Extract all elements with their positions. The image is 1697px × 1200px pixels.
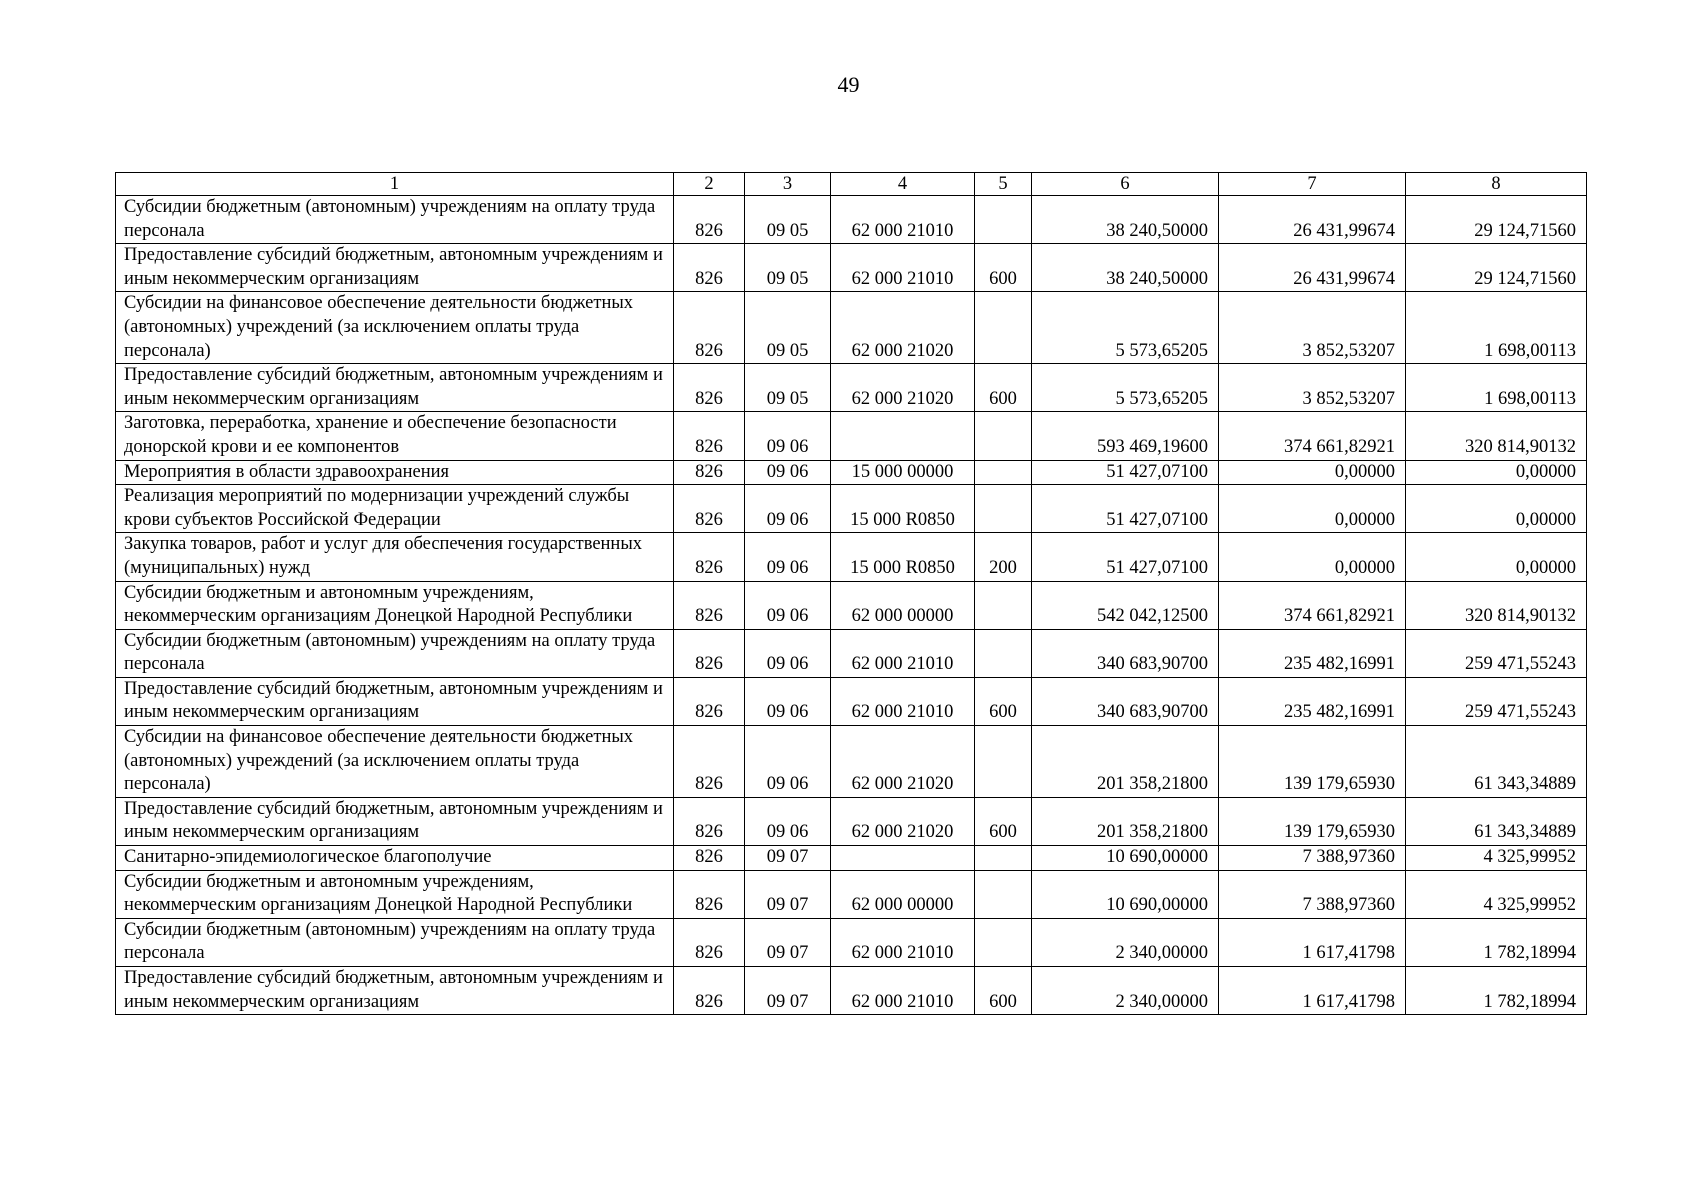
ved-code-cell: 826: [674, 244, 745, 292]
amount-1-cell: 340 683,90700: [1032, 629, 1219, 677]
col-amount-3-header: 8: [1406, 173, 1587, 196]
col-vr-header: 5: [975, 173, 1032, 196]
ved-code-cell: 826: [674, 918, 745, 966]
table-row: [116, 485, 1587, 533]
vr-code-cell: 600: [975, 244, 1032, 292]
amount-2-cell: 1 617,41798: [1219, 918, 1406, 966]
amount-1-cell: 5 573,65205: [1032, 364, 1219, 412]
table-row: [116, 918, 1587, 966]
table-row: [116, 533, 1587, 581]
section-code-cell: 09 07: [745, 918, 831, 966]
item-name-cell: Мероприятия в области здравоохранения: [116, 460, 674, 485]
section-code-cell: 09 06: [745, 677, 831, 725]
table-row: [116, 846, 1587, 871]
amount-1-cell: 340 683,90700: [1032, 677, 1219, 725]
ved-code-cell: 826: [674, 629, 745, 677]
section-code-cell: 09 06: [745, 485, 831, 533]
item-name-cell: Субсидии бюджетным (автономным) учреждениям на оплату труда персонала: [116, 629, 674, 677]
amount-2-cell: 139 179,65930: [1219, 726, 1406, 798]
ved-code-cell: 826: [674, 485, 745, 533]
col-section-header: 3: [745, 173, 831, 196]
target-code-cell: 62 000 21010: [831, 967, 975, 1015]
amount-2-cell: 7 388,97360: [1219, 846, 1406, 871]
target-code-cell: 62 000 00000: [831, 870, 975, 918]
amount-2-cell: 0,00000: [1219, 485, 1406, 533]
vr-code-cell: [975, 629, 1032, 677]
amount-1-cell: 51 427,07100: [1032, 533, 1219, 581]
col-name-header: 1: [116, 173, 674, 196]
ved-code-cell: 826: [674, 412, 745, 460]
amount-1-cell: 10 690,00000: [1032, 846, 1219, 871]
amount-3-cell: 259 471,55243: [1406, 677, 1587, 725]
section-code-cell: 09 05: [745, 292, 831, 364]
vr-code-cell: 600: [975, 967, 1032, 1015]
amount-2-cell: 3 852,53207: [1219, 364, 1406, 412]
col-ved-header: 2: [674, 173, 745, 196]
table-header-row: [116, 173, 1587, 196]
amount-3-cell: 61 343,34889: [1406, 726, 1587, 798]
target-code-cell: 62 000 21020: [831, 292, 975, 364]
vr-code-cell: [975, 485, 1032, 533]
amount-2-cell: 0,00000: [1219, 533, 1406, 581]
amount-3-cell: 320 814,90132: [1406, 581, 1587, 629]
amount-3-cell: 4 325,99952: [1406, 870, 1587, 918]
amount-3-cell: 1 698,00113: [1406, 292, 1587, 364]
vr-code-cell: 600: [975, 364, 1032, 412]
section-code-cell: 09 07: [745, 846, 831, 871]
section-code-cell: 09 05: [745, 244, 831, 292]
ved-code-cell: 826: [674, 677, 745, 725]
amount-2-cell: 26 431,99674: [1219, 196, 1406, 244]
amount-3-cell: 1 782,18994: [1406, 918, 1587, 966]
target-code-cell: 15 000 00000: [831, 460, 975, 485]
item-name-cell: Предоставление субсидий бюджетным, автономным учреждениям и иным некоммерческим организациям: [116, 967, 674, 1015]
amount-1-cell: 201 358,21800: [1032, 726, 1219, 798]
amount-1-cell: 51 427,07100: [1032, 485, 1219, 533]
target-code-cell: 62 000 21020: [831, 364, 975, 412]
target-code-cell: 15 000 R0850: [831, 485, 975, 533]
table-row: [116, 726, 1587, 798]
page-number: 49: [837, 72, 860, 97]
amount-1-cell: 10 690,00000: [1032, 870, 1219, 918]
target-code-cell: 62 000 21010: [831, 244, 975, 292]
section-code-cell: 09 06: [745, 726, 831, 798]
target-code-cell: 62 000 21010: [831, 677, 975, 725]
target-code-cell: 62 000 00000: [831, 581, 975, 629]
item-name-cell: Предоставление субсидий бюджетным, автономным учреждениям и иным некоммерческим организациям: [116, 677, 674, 725]
col-amount-1-header: 6: [1032, 173, 1219, 196]
section-code-cell: 09 06: [745, 797, 831, 845]
item-name-cell: Субсидии на финансовое обеспечение деятельности бюджетных (автономных) учреждений (за исключением оплаты труда персонала): [116, 292, 674, 364]
amount-1-cell: 5 573,65205: [1032, 292, 1219, 364]
table-row: [116, 629, 1587, 677]
amount-2-cell: 0,00000: [1219, 460, 1406, 485]
amount-2-cell: 374 661,82921: [1219, 581, 1406, 629]
vr-code-cell: [975, 918, 1032, 966]
item-name-cell: Субсидии на финансовое обеспечение деятельности бюджетных (автономных) учреждений (за исключением оплаты труда персонала): [116, 726, 674, 798]
vr-code-cell: [975, 460, 1032, 485]
amount-1-cell: 2 340,00000: [1032, 918, 1219, 966]
item-name-cell: Санитарно-эпидемиологическое благополучие: [116, 846, 674, 871]
item-name-cell: Закупка товаров, работ и услуг для обеспечения государственных (муниципальных) нужд: [116, 533, 674, 581]
amount-3-cell: 1 782,18994: [1406, 967, 1587, 1015]
section-code-cell: 09 07: [745, 870, 831, 918]
section-code-cell: 09 05: [745, 364, 831, 412]
amount-3-cell: 259 471,55243: [1406, 629, 1587, 677]
table-row: [116, 292, 1587, 364]
ved-code-cell: 826: [674, 797, 745, 845]
ved-code-cell: 826: [674, 196, 745, 244]
target-code-cell: 62 000 21010: [831, 629, 975, 677]
ved-code-cell: 826: [674, 870, 745, 918]
table-row: [116, 460, 1587, 485]
table-row: [116, 581, 1587, 629]
section-code-cell: 09 06: [745, 629, 831, 677]
table-row: [116, 412, 1587, 460]
item-name-cell: Субсидии бюджетным и автономным учреждениям, некоммерческим организациям Донецкой Народной Республики: [116, 581, 674, 629]
item-name-cell: Предоставление субсидий бюджетным, автономным учреждениям и иным некоммерческим организациям: [116, 797, 674, 845]
table-row: [116, 967, 1587, 1015]
vr-code-cell: [975, 726, 1032, 798]
ved-code-cell: 826: [674, 533, 745, 581]
amount-1-cell: 593 469,19600: [1032, 412, 1219, 460]
vr-code-cell: [975, 870, 1032, 918]
ved-code-cell: 826: [674, 581, 745, 629]
item-name-cell: Субсидии бюджетным (автономным) учреждениям на оплату труда персонала: [116, 196, 674, 244]
budget-table: [115, 172, 1587, 1015]
item-name-cell: Заготовка, переработка, хранение и обеспечение безопасности донорской крови и ее компонентов: [116, 412, 674, 460]
section-code-cell: 09 06: [745, 533, 831, 581]
section-code-cell: 09 06: [745, 412, 831, 460]
amount-2-cell: 7 388,97360: [1219, 870, 1406, 918]
col-amount-2-header: 7: [1219, 173, 1406, 196]
table-row: [116, 244, 1587, 292]
amount-2-cell: 3 852,53207: [1219, 292, 1406, 364]
amount-3-cell: 1 698,00113: [1406, 364, 1587, 412]
amount-3-cell: 29 124,71560: [1406, 196, 1587, 244]
table-row: [116, 797, 1587, 845]
amount-3-cell: 61 343,34889: [1406, 797, 1587, 845]
target-code-cell: [831, 412, 975, 460]
amount-3-cell: 4 325,99952: [1406, 846, 1587, 871]
vr-code-cell: [975, 292, 1032, 364]
amount-3-cell: 320 814,90132: [1406, 412, 1587, 460]
target-code-cell: 62 000 21010: [831, 196, 975, 244]
item-name-cell: Субсидии бюджетным (автономным) учреждениям на оплату труда персонала: [116, 918, 674, 966]
section-code-cell: 09 07: [745, 967, 831, 1015]
table-row: [116, 870, 1587, 918]
ved-code-cell: 826: [674, 460, 745, 485]
amount-2-cell: 1 617,41798: [1219, 967, 1406, 1015]
vr-code-cell: [975, 581, 1032, 629]
amount-1-cell: 51 427,07100: [1032, 460, 1219, 485]
vr-code-cell: [975, 846, 1032, 871]
amount-2-cell: 26 431,99674: [1219, 244, 1406, 292]
item-name-cell: Субсидии бюджетным и автономным учреждениям, некоммерческим организациям Донецкой Народной Республики: [116, 870, 674, 918]
target-code-cell: 62 000 21020: [831, 726, 975, 798]
ved-code-cell: 826: [674, 726, 745, 798]
table-row: [116, 677, 1587, 725]
item-name-cell: Предоставление субсидий бюджетным, автономным учреждениям и иным некоммерческим организациям: [116, 364, 674, 412]
amount-1-cell: 2 340,00000: [1032, 967, 1219, 1015]
amount-2-cell: 235 482,16991: [1219, 629, 1406, 677]
ved-code-cell: 826: [674, 292, 745, 364]
amount-3-cell: 0,00000: [1406, 460, 1587, 485]
item-name-cell: Предоставление субсидий бюджетным, автономным учреждениям и иным некоммерческим организациям: [116, 244, 674, 292]
amount-1-cell: 38 240,50000: [1032, 196, 1219, 244]
amount-1-cell: 38 240,50000: [1032, 244, 1219, 292]
table-row: [116, 196, 1587, 244]
section-code-cell: 09 06: [745, 581, 831, 629]
ved-code-cell: 826: [674, 846, 745, 871]
vr-code-cell: 600: [975, 797, 1032, 845]
amount-3-cell: 0,00000: [1406, 533, 1587, 581]
target-code-cell: 15 000 R0850: [831, 533, 975, 581]
vr-code-cell: [975, 412, 1032, 460]
vr-code-cell: 600: [975, 677, 1032, 725]
target-code-cell: 62 000 21010: [831, 918, 975, 966]
amount-3-cell: 29 124,71560: [1406, 244, 1587, 292]
ved-code-cell: 826: [674, 967, 745, 1015]
target-code-cell: 62 000 21020: [831, 797, 975, 845]
table-row: [116, 364, 1587, 412]
section-code-cell: 09 06: [745, 460, 831, 485]
vr-code-cell: [975, 196, 1032, 244]
target-code-cell: [831, 846, 975, 871]
amount-2-cell: 235 482,16991: [1219, 677, 1406, 725]
ved-code-cell: 826: [674, 364, 745, 412]
section-code-cell: 09 05: [745, 196, 831, 244]
amount-2-cell: 374 661,82921: [1219, 412, 1406, 460]
amount-1-cell: 542 042,12500: [1032, 581, 1219, 629]
item-name-cell: Реализация мероприятий по модернизации учреждений службы крови субъектов Российской Федерации: [116, 485, 674, 533]
amount-2-cell: 139 179,65930: [1219, 797, 1406, 845]
table-body: [116, 196, 1587, 1015]
amount-1-cell: 201 358,21800: [1032, 797, 1219, 845]
amount-3-cell: 0,00000: [1406, 485, 1587, 533]
col-target-header: 4: [831, 173, 975, 196]
vr-code-cell: 200: [975, 533, 1032, 581]
